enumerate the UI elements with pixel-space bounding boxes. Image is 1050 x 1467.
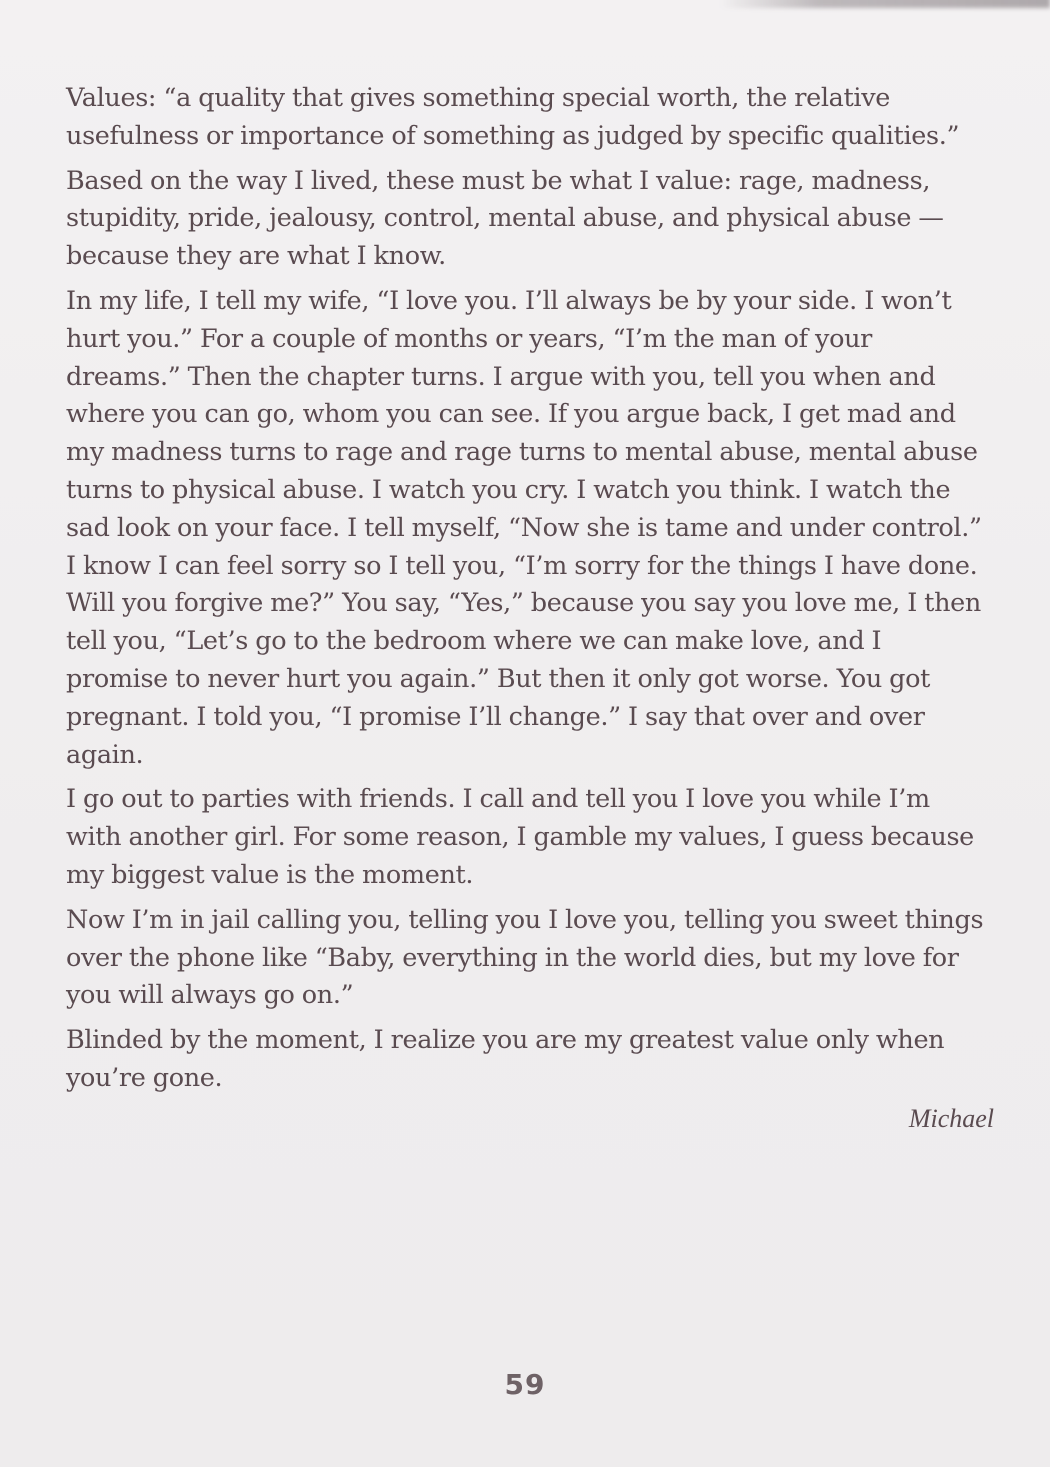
paragraph-values: Based on the way I lived, these must be what I value: rage, madness, stupidity, pride, jealousy, control, mental abuse, and physical abuse —because they are what I know. xyxy=(66,165,944,272)
paragraph-jail: Now I’m in jail calling you, telling you I love you, telling you sweet things over the phone like “Baby, everything in the world dies, but my love for you will always go on.” xyxy=(66,904,984,1011)
paragraph-closing: Blinded by the moment, I realize you are my greatest value only when you’re gone. xyxy=(66,1025,945,1093)
paragraph-parties: I go out to parties with friends. I call and tell you I love you while I’m with another girl. For some reason, I gamble my values, I guess because my biggest value is the moment. xyxy=(66,784,974,890)
bleed-through-heading xyxy=(720,0,1050,8)
paragraph-definition: Values: “a quality that gives something special worth, the relative usefulness or importance of something as judged by specific qualities.” xyxy=(66,83,960,151)
paragraph-story: In my life, I tell my wife, “I love you. I’ll always be by your side. I won’t hurt you.” For a couple of months or years, “I’m the man of your dreams.” Then the chapter turns. I argue with you, tell you when and where you can go, whom you can see. If you argue back, I get mad and my madness turns to rage and rage turns to mental abuse, mental abuse turns to physical abuse. I watch you cry. I watch you think. I watch the sad look on your face. I tell myself, “Now she is tame and under control.” I know I can feel sorry so I tell you, “I’m sorry for the things I have done. Will you forgive me?” You say, “Yes,” because you say you love me, I then tell you, “Let’s go to the bedroom where we can make love, and I promise to never hurt you again.” But then it only got worse. You got pregnant. I told you, “I promise I’ll change.” I say that over and over again. xyxy=(66,285,982,770)
author-signature: Michael xyxy=(908,1104,994,1133)
page-number: 59 xyxy=(504,1368,546,1401)
body-text xyxy=(66,80,986,1105)
